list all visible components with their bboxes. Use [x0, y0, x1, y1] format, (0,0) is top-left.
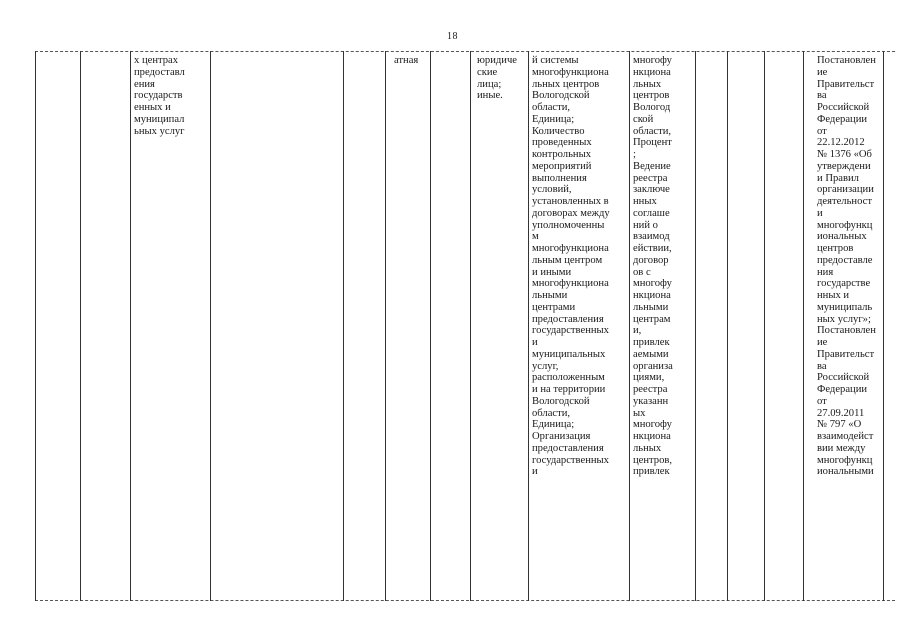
column-divider: [883, 51, 884, 601]
table-bottom-border: [35, 600, 895, 601]
column-divider: [130, 51, 131, 601]
cell-col9: й системы многофункциона льных центров Вологодской области, Единица; Количество проведенных контрольных мероприятий выполнения условий, установленных в договорах между уполномоченны м многофункциона льным центром и иными многофункциона льными центрами предоставления государственных и муниципальных услуг, расположенным и на территории Вологодской области, Единица; Организация предоставления государственных и: [532, 55, 610, 478]
cell-col6: атная: [394, 55, 419, 66]
cell-col3: х центрах предоставл ения государств енных и муниципал ьных услуг: [134, 55, 185, 137]
column-divider: [385, 51, 386, 601]
column-divider: [695, 51, 696, 601]
column-divider: [629, 51, 630, 601]
column-divider: [80, 51, 81, 601]
column-divider: [803, 51, 804, 601]
column-divider: [528, 51, 529, 601]
cell-col8: юридиче ские лица; иные.: [477, 55, 517, 102]
column-divider: [210, 51, 211, 601]
column-divider: [430, 51, 431, 601]
column-divider: [764, 51, 765, 601]
column-divider: [727, 51, 728, 601]
cell-col10: многофу нкциона льных центров Вологод ской области, Процент ; Ведение реестра заключе нных соглаше ний о взаимод ействии, договор ов с многофу нкциона льными центрам и, привлек аемыми организа циями, реестра указанн ых многофу нкциона льных центров, привлек: [633, 55, 673, 478]
table-top-border: [35, 51, 895, 52]
column-divider: [35, 51, 36, 601]
cell-col13: Постановлен ие Правительст ва Российской Федерации от 22.12.2012 № 1376 «Об утверждени и Правил организации деятельност и многофункц иональных центров предоставле ния государстве нных и муниципаль ных услуг»; Постановлен ие Правительст ва Российской Федерации от 27.09.2011 № 797 «О взаимодейст вии между многофункц иональными: [817, 55, 876, 478]
column-divider: [343, 51, 344, 601]
page-number: 18: [447, 31, 458, 42]
data-table: [35, 51, 895, 601]
column-divider: [470, 51, 471, 601]
